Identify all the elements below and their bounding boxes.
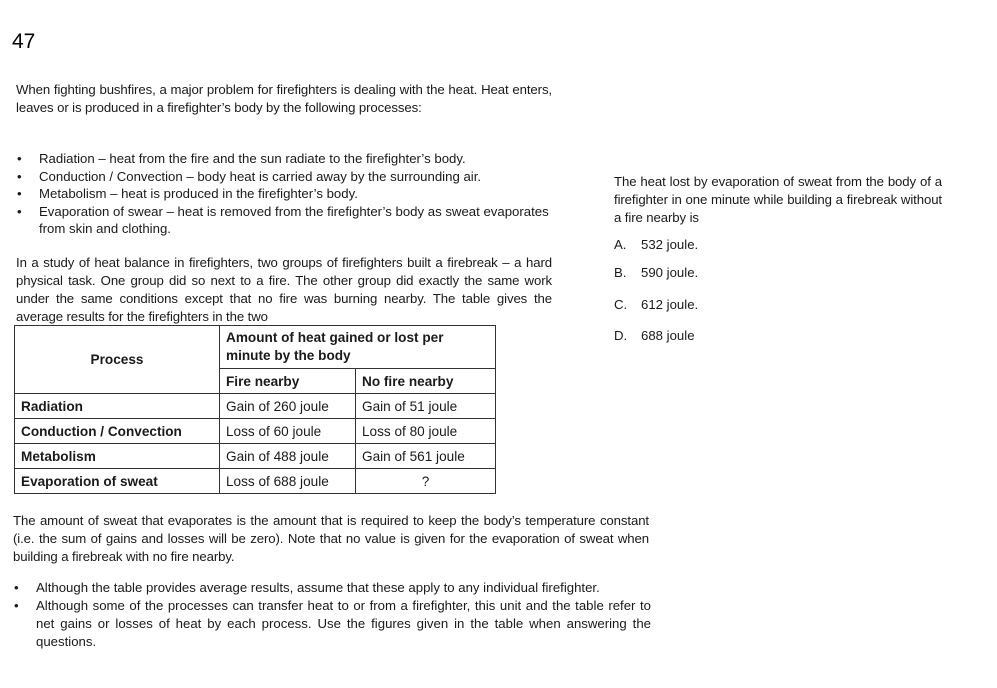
row-process: Metabolism xyxy=(15,444,220,469)
option-text: 688 joule xyxy=(641,328,695,343)
row-process: Evaporation of sweat xyxy=(15,469,220,494)
header-amount: Amount of heat gained or lost per minute by the body xyxy=(220,326,496,369)
answer-options xyxy=(614,236,699,343)
option-b[interactable] xyxy=(614,264,698,282)
header-fire-nearby: Fire nearby xyxy=(220,369,356,394)
study-paragraph: In a study of heat balance in firefighters, two groups of firefighters built a firebreak – a hard physical task. One group did so next to a fire. The other group did exactly the same work under the same conditions except that no fire was burning nearby. The table gives the average results for the firefighters in the two xyxy=(16,255,552,324)
row-fire-value: Gain of 260 joule xyxy=(220,394,356,419)
question-number: 47 xyxy=(12,30,36,53)
header-process: Process xyxy=(15,326,220,394)
row-process: Conduction / Convection xyxy=(15,419,220,444)
option-a[interactable] xyxy=(614,236,698,254)
option-d[interactable] xyxy=(614,327,698,345)
heat-table xyxy=(14,325,496,494)
intro-paragraph: When fighting bushfires, a major problem for firefighters is dealing with the heat. Heat enters, leaves or is produced in a firefighter’s body by the following processes: xyxy=(16,82,552,115)
process-item-evaporation: • Evaporation of swear – heat is removed from the firefighter’s body as sweat evaporates from skin and clothing. xyxy=(16,203,556,238)
header-no-fire-nearby: No fire nearby xyxy=(356,369,496,394)
option-label: D. xyxy=(614,328,628,343)
row-no-fire-value: Loss of 80 joule xyxy=(356,419,496,444)
process-item-conduction: • Conduction / Convection – body heat is carried away by the surrounding air. xyxy=(16,168,556,186)
option-text: 612 joule. xyxy=(641,297,699,312)
option-text: 532 joule. xyxy=(641,237,699,252)
table-header-row xyxy=(15,326,496,369)
option-text: 590 joule. xyxy=(641,265,699,280)
row-fire-value: Loss of 60 joule xyxy=(220,419,356,444)
option-label: C. xyxy=(614,297,628,312)
note-item: • Although some of the processes can transfer heat to or from a firefighter, this unit and the table refer to net gains or losses of heat by each process. Use the figures given in the table when answering the questions. xyxy=(13,597,651,651)
note-item: • Although the table provides average results, assume that these apply to any individual firefighter. xyxy=(13,579,651,597)
row-fire-value: Gain of 488 joule xyxy=(220,444,356,469)
process-item-radiation: • Radiation – heat from the fire and the sun radiate to the firefighter’s body. xyxy=(16,150,556,168)
amount-paragraph: The amount of sweat that evaporates is the amount that is required to keep the body’s temperature constant (i.e. the sum of gains and losses will be zero). Note that no value is given for the evaporation of sweat when building a firebreak with no fire nearby. xyxy=(13,513,649,564)
row-no-fire-value: ? xyxy=(356,469,496,494)
option-c[interactable] xyxy=(614,296,698,314)
table-row xyxy=(15,394,496,419)
option-label: B. xyxy=(614,265,627,280)
row-no-fire-value: Gain of 51 joule xyxy=(356,394,496,419)
table-row xyxy=(15,469,496,494)
process-item-metabolism: • Metabolism – heat is produced in the firefighter’s body. xyxy=(16,185,556,203)
option-label: A. xyxy=(614,237,627,252)
row-process: Radiation xyxy=(15,394,220,419)
question-stem: The heat lost by evaporation of sweat from the body of a firefighter in one minute while building a firebreak without a fire nearby is xyxy=(614,174,942,225)
row-fire-value: Loss of 688 joule xyxy=(220,469,356,494)
table-row xyxy=(15,444,496,469)
row-no-fire-value: Gain of 561 joule xyxy=(356,444,496,469)
table-row xyxy=(15,419,496,444)
process-list xyxy=(16,150,556,238)
notes-list xyxy=(13,579,651,651)
